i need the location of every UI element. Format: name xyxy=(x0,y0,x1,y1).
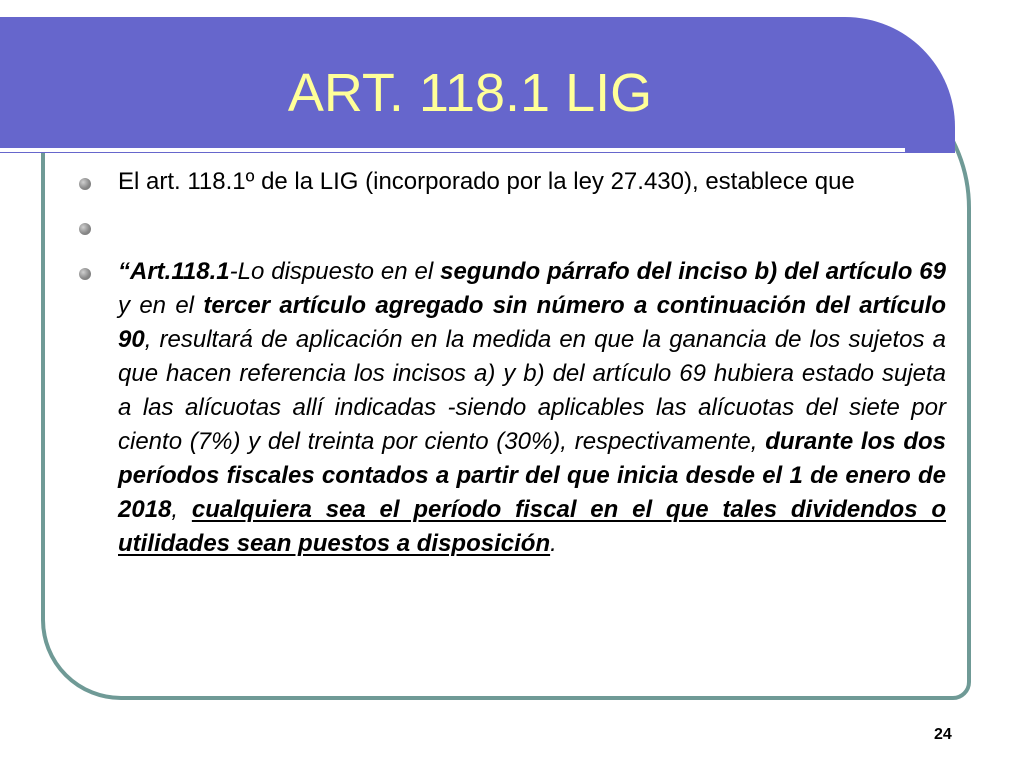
title-bar xyxy=(0,17,955,153)
bullet-icon xyxy=(79,268,91,280)
bullet-item-empty xyxy=(118,210,946,244)
quote-emphasis: tercer artículo agregado sin número a continuación del artículo 90 xyxy=(118,292,946,353)
bullet-icon xyxy=(79,178,91,190)
quote-emphasis: durante los dos períodos fiscales contados a partir del que inicia desde el 1 de enero de 2018 xyxy=(118,428,946,523)
quote-text: , xyxy=(171,496,192,523)
quote-text: , resultará de aplicación en la medida en que la ganancia de los sujetos a que hacen referencia los incisos a) y b) del artículo 69 hubiera estado sujeta a las alícuotas allí indicadas -siendo aplicables las alícuotas del siete por ciento (7%) y del treinta por ciento (30%), respectivamente, xyxy=(118,326,946,455)
quote-article-ref: “Art.118.1 xyxy=(118,258,230,285)
bullet-icon xyxy=(79,223,91,235)
quote-text: -Lo dispuesto en el xyxy=(229,258,441,285)
bullet-item-quote xyxy=(118,255,946,561)
page-number: 24 xyxy=(934,726,952,743)
quote-text: . xyxy=(550,530,557,557)
slide-title: ART. 118.1 LIG xyxy=(287,63,653,123)
quote-emphasis: segundo párrafo del inciso b) del artículo 69 xyxy=(440,258,946,285)
quote-text: y en el xyxy=(118,292,204,319)
slide-content xyxy=(118,165,946,572)
bullet-text-intro: El art. 118.1º de la LIG (incorporado por la ley 27.430), establece que xyxy=(118,168,855,195)
title-underline-rule xyxy=(0,148,905,152)
bullet-item-intro xyxy=(118,165,946,199)
quote-underlined-emphasis: cualquiera sea el período fiscal en el que tales dividendos o utilidades sean puestos a disposición xyxy=(118,496,946,557)
